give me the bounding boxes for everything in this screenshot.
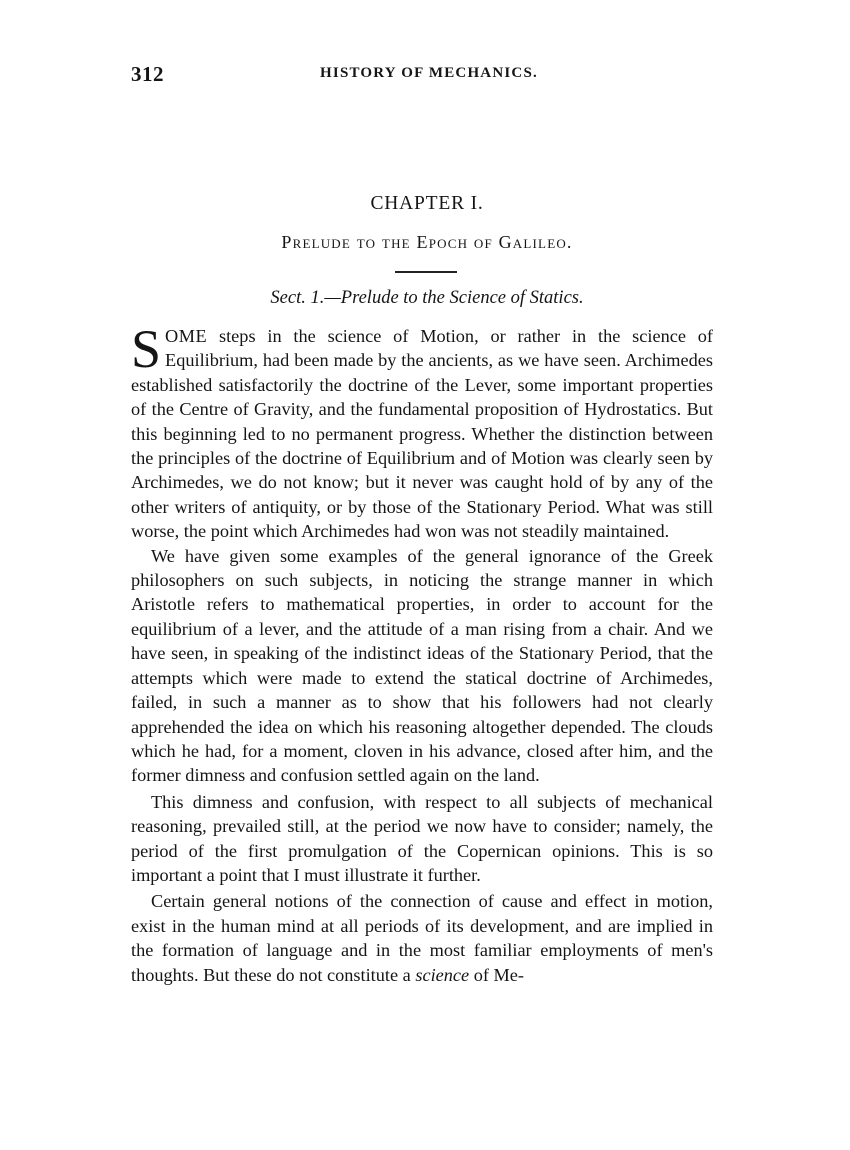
- paragraph-4-emphasis: science: [415, 964, 470, 985]
- paragraph-1-text: steps in the science of Motion, or rather in the science of Equilibrium, had been made by the ancients, as we have seen. Archimedes established satisfactorily the doctrine of the Lever, some important properties of the Centre of Gravity, and the fundamental proposition of Hydrostatics. But this beginning led to no permanent progress. Whether the distinction between the principles of the doctrine of Equilibrium and of Motion was clearly seen by Archimedes, we do not know; but it never was caught hold of by any of the other writers of antiquity, or by those of the Stationary Period. What was still worse, the point which Archimedes had won was not steadily maintained.: [131, 326, 713, 542]
- page-number: 312: [131, 62, 164, 86]
- running-title: HISTORY OF MECHANICS.: [320, 65, 538, 81]
- paragraph-4-text-after: of Me-: [469, 964, 524, 985]
- drop-cap: S: [131, 319, 162, 379]
- paragraph-1: [131, 319, 713, 544]
- section-heading: Sect. 1.—Prelude to the Science of Statics.: [270, 288, 584, 308]
- chapter-subtitle: Prelude to the Epoch of Galileo.: [281, 232, 573, 252]
- paragraph-2: We have given some examples of the general ignorance of the Greek philosophers on such subjects, in noticing the strange manner in which Aristotle refers to mathematical properties, in order to account for the equilibrium of a lever, and the attitude of a man rising from a chair. And we have seen, in speaking of the indistinct ideas of the Stationary Period, that the attempts which were made to extend the statical doctrine of Archimedes, failed, in such a manner as to show that his followers had not clearly apprehended the idea on which his reasoning altogether depended. The clouds which he had, for a moment, cloven in his advance, closed after him, and the former dimness and confusion settled again on the land.: [131, 545, 713, 786]
- chapter-title: CHAPTER I.: [370, 193, 484, 214]
- running-head: [131, 62, 713, 88]
- paragraph-3: This dimness and confusion, with respect to all subjects of mechanical reasoning, prevailed still, at the period we now have to consider; namely, the period of the first promulgation of the Copernican opinions. This is so important a point that I must illustrate it further.: [131, 791, 713, 885]
- divider-rule: [395, 271, 457, 273]
- paragraph-4: [131, 889, 713, 987]
- body-text: [131, 319, 713, 987]
- paragraph-4-text-before: Certain general notions of the connection of cause and effect in motion, exist in the human mind at all periods of its development, and are implied in the formation of language and in the most familiar employments of men's thoughts. But these do not constitute a: [131, 891, 713, 985]
- first-word-rest: OME: [165, 326, 208, 346]
